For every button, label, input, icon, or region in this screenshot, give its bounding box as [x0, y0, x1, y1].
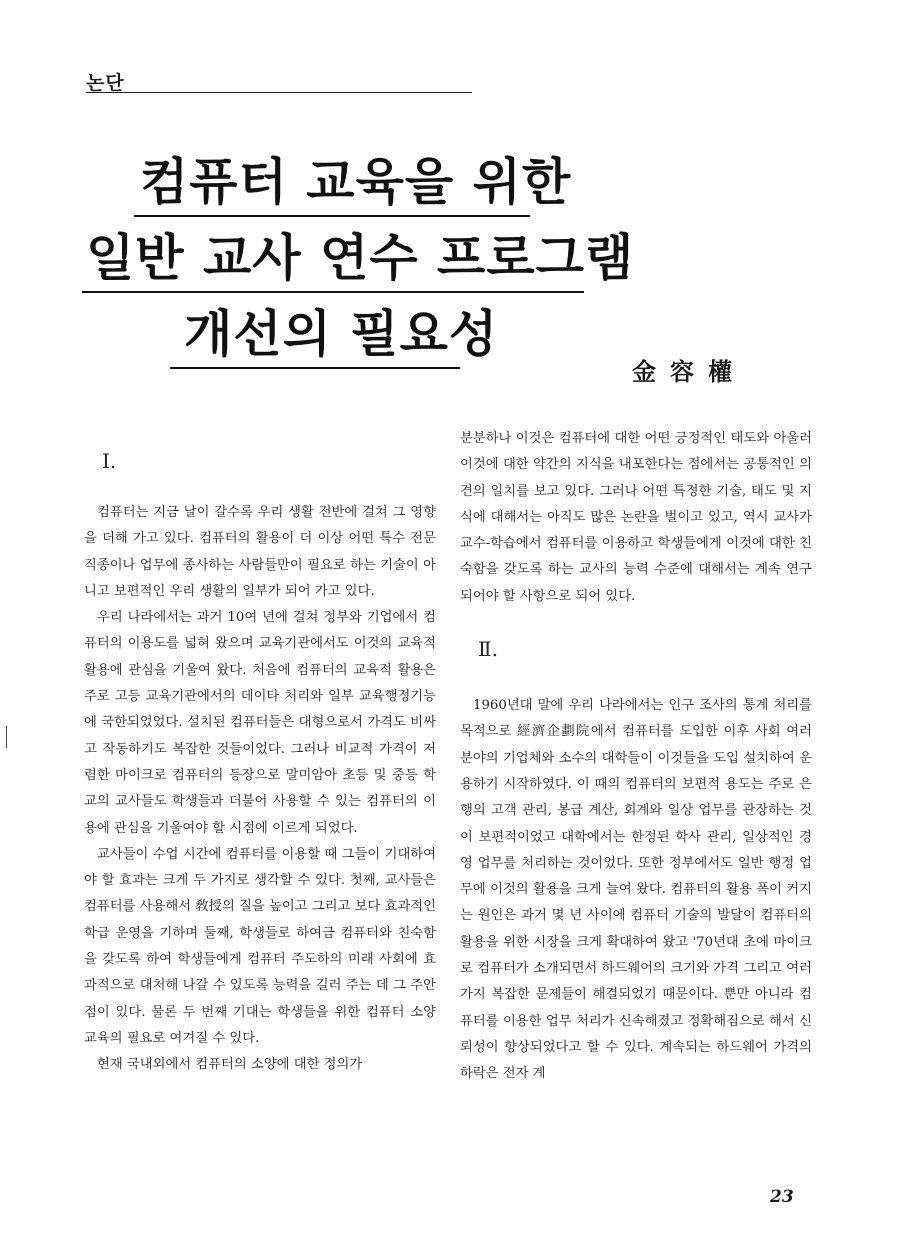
paragraph-continued: 분분하나 이것은 컴퓨터에 대한 어떤 긍정적인 태도와 아울러 이것에 대한 약간의 지식을 내포한다는 점에서는 공통적인 의견의 일치를 보고 있다. 그러나 어떤 특정한 기술, 태도 및 지식에 대해서는 아직도 많은 논란을 벌이고 있고, 역시 교사가 교수-학습에서 컴퓨터를 이용하고 학생들에게 이것에 대한 친숙함을 갖도록 하는 교사의 능력 수준에 대해서는 계속 연구되어야 할 사항으로 되어 있다. [460, 431, 812, 604]
title-line-3: 개선의 필요성 [184, 304, 499, 363]
paragraph: 현재 국내외에서 컴퓨터의 소양에 대한 정의가 [97, 1057, 363, 1073]
paragraph: 교사들이 수업 시간에 컴퓨터를 이용할 때 그들이 기대하여야 할 효과는 크게 두 가지로 생각할 수 있다. 첫째, 교사들은 컴퓨터를 사용해서 敎授의 질을 높이고 그리고 보다 효과적인 학급 운영을 기하며 둘째, 학생들로 하여금 컴퓨터와 친숙함을 갖도록 하여 학생들에게 컴퓨터 주도하의 미래 사회에 효과적으로 대처해 나갈 수 있도록 능력을 길러 주는 데 그 주안점이 있다. 물론 두 번째 기대는 학생들을 위한 컴퓨터 소양 교육의 필요로 여겨질 수 있다. [84, 846, 436, 1046]
right-column [460, 426, 812, 1088]
paragraph: 1960년대 말에 우리 나라에서는 인구 조사의 통계 처리를 목적으로 經濟企劃院에서 컴퓨터를 도입한 이후 사회 여러 분야의 기업체와 소수의 대학들이 이것들을 도입 설치하여 운용하기 시작하였다. 이 때의 컴퓨터의 보편적 용도는 주로 은행의 고객 관리, 봉급 계산, 회계와 일상 업무를 관장하는 것이 보편적이었고 대학에서는 한정된 학사 관리, 일상적인 경영 업무를 처리하는 것이었다. 또한 정부에서도 일반 행정 업무에 이것의 활용을 크게 늘여 왔다. 컴퓨터의 활용 폭이 커지는 원인은 과거 몇 년 사이에 컴퓨터 기술의 발달이 컴퓨터의 활용을 위한 시장을 크게 확대하여 왔고 '70년대 초에 마이크로 컴퓨터가 소개되면서 하드웨어의 크기와 가격 그리고 여러 가지 복잡한 문제들이 해결되었기 때문이다. 뿐만 아니라 컴퓨터를 이용한 업무 처리가 신속해졌고 정확해짐으로 해서 신뢰성이 향상되었다고 할 수 있다. 계속되는 하드웨어 가격의 하락은 전자 계 [460, 698, 812, 1082]
title-underline-2 [82, 291, 584, 293]
section-label: 논단 [86, 72, 125, 94]
title-line-2: 일반 교사 연수 프로그램 [86, 228, 635, 287]
title-line-1: 컴퓨터 교육을 위한 [140, 152, 572, 211]
page-number: 23 [770, 1187, 794, 1207]
section-heading-2: Ⅱ. [478, 637, 498, 662]
paragraph: 우리 나라에서는 과거 10여 년에 걸쳐 정부와 기업에서 컴퓨터의 이용도를 넓혀 왔으며 교육기관에서도 이것의 교육적 활용에 관심을 기울여 왔다. 처음에 컴퓨터의 교육적 활용은 주로 고등 교육기관에서의 데이타 처리와 일부 교육행정기능에 국한되었었다. 설치된 컴퓨터들은 대형으로서 가격도 비싸고 작동하기도 복잡한 것들이었다. 그러나 비교적 가격이 저렴한 마이크로 컴퓨터의 등장으로 말미암아 초등 및 중등 학교의 교사들도 학생들과 더불어 사용할 수 있는 컴퓨터의 이용에 관심을 기울여야 할 시점에 이르게 되었다. [84, 610, 436, 836]
title-underline-3 [170, 367, 460, 369]
paragraph: 컴퓨터는 지금 날이 갈수록 우리 생활 전반에 걸쳐 그 영향을 더해 가고 있다. 컴퓨터의 활용이 더 이상 어떤 특수 전문 직종이나 업무에 종사하는 사람들만이 필요로 하는 기술이 아니고 보편적인 우리 생활의 일부가 되어 가고 있다. [84, 505, 436, 599]
author-name: 金容權 [632, 358, 746, 386]
section-rule [86, 92, 472, 93]
left-column [84, 426, 436, 1079]
section-heading-1: Ⅰ. [102, 449, 117, 473]
title-underline-1 [134, 215, 530, 217]
margin-mark [6, 726, 7, 748]
